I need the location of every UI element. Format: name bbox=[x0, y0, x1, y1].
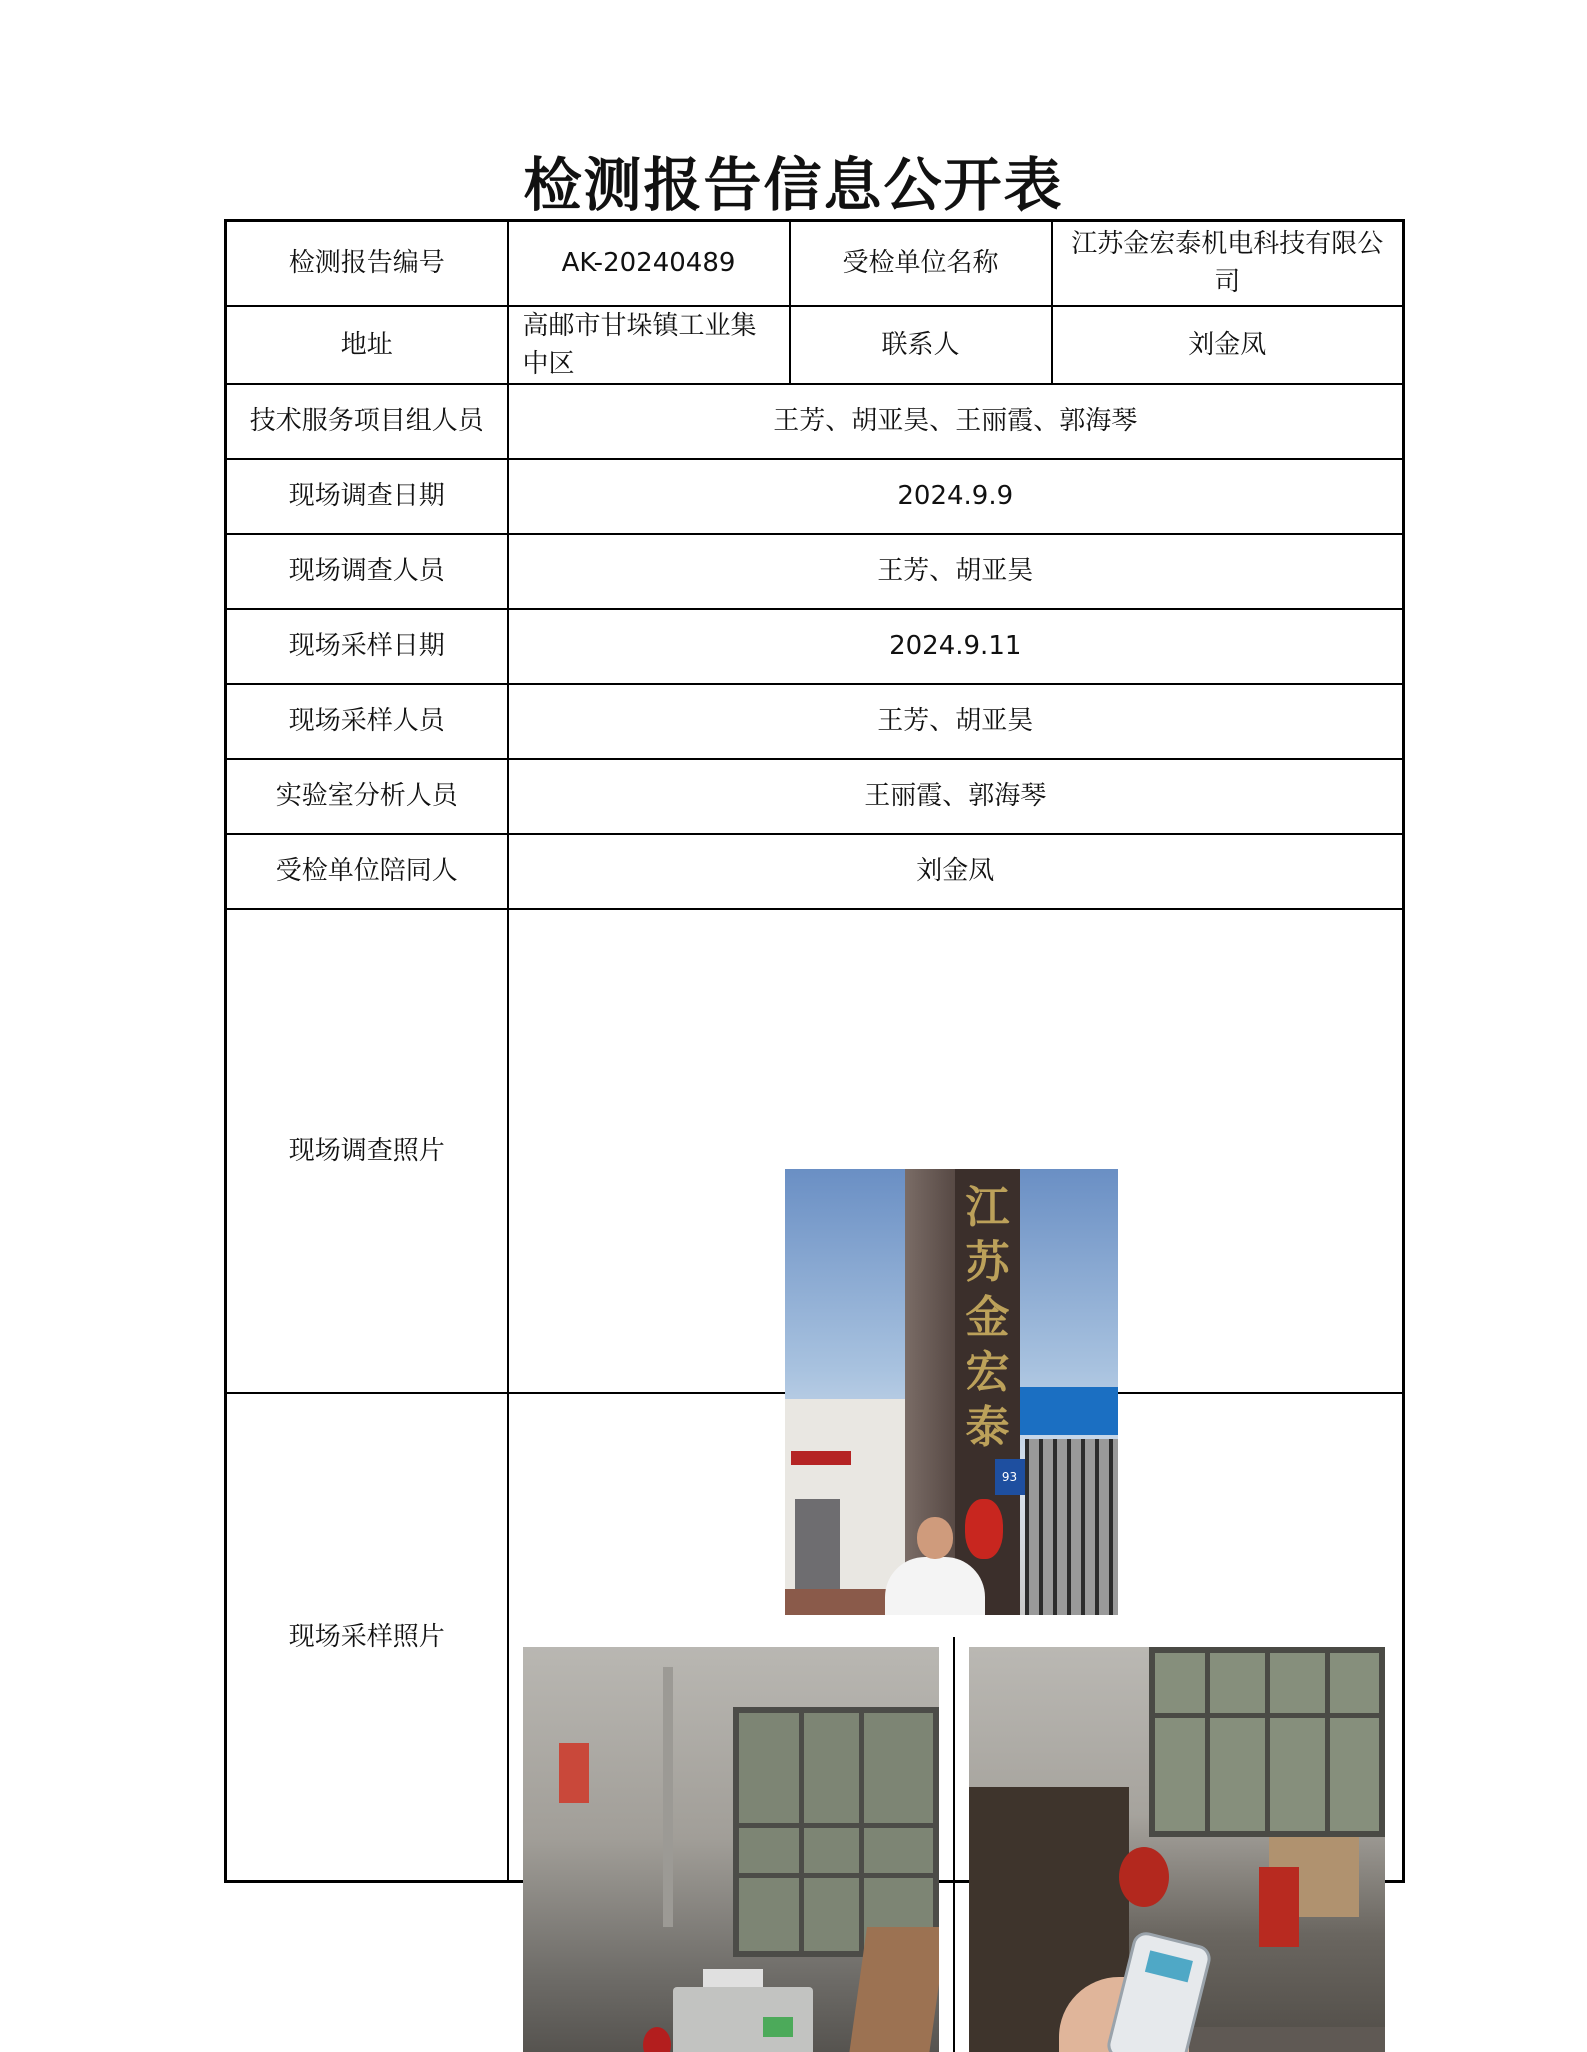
address-plaque bbox=[995, 1459, 1025, 1495]
inspected-unit-label: 受检单位名称 bbox=[790, 221, 1052, 306]
report-no-label: 检测报告编号 bbox=[226, 221, 508, 306]
report-no-value: AK-20240489 bbox=[508, 221, 790, 306]
plaque-number: 93 bbox=[1001, 1469, 1018, 1484]
survey-staff-label: 现场调查人员 bbox=[226, 534, 508, 609]
address-value: 高邮市甘垛镇工业集中区 bbox=[508, 306, 790, 384]
tower-char-2: 苏 bbox=[965, 1236, 1010, 1288]
address-label: 地址 bbox=[226, 306, 508, 384]
tower-char-4: 宏 bbox=[965, 1346, 1010, 1398]
tower-char-1: 江 bbox=[965, 1181, 1010, 1233]
iron-gate bbox=[1025, 1439, 1118, 1615]
row-sampling-date bbox=[226, 609, 1404, 684]
row-report-no bbox=[226, 221, 1404, 306]
project-team-value: 王芳、胡亚昊、王丽霞、郭海琴 bbox=[508, 384, 1404, 459]
sampling-photo-right bbox=[969, 1647, 1385, 2052]
row-lab-staff bbox=[226, 759, 1404, 834]
red-fan bbox=[1119, 1847, 1169, 1907]
tower-char-3: 金 bbox=[965, 1291, 1010, 1343]
blue-signboard bbox=[1017, 1387, 1118, 1435]
lab-staff-label: 实验室分析人员 bbox=[226, 759, 508, 834]
sampling-date-label: 现场采样日期 bbox=[226, 609, 508, 684]
row-accompany bbox=[226, 834, 1404, 909]
survey-staff-value: 王芳、胡亚昊 bbox=[508, 534, 1404, 609]
lab-staff-value: 王丽霞、郭海琴 bbox=[508, 759, 1404, 834]
row-survey-date bbox=[226, 459, 1404, 534]
row-survey-photo bbox=[226, 909, 1404, 1393]
workshop-window-right bbox=[1149, 1647, 1385, 1837]
person bbox=[885, 1557, 985, 1615]
project-team-label: 技术服务项目组人员 bbox=[226, 384, 508, 459]
workshop-window bbox=[733, 1707, 939, 1957]
red-warning-sign bbox=[559, 1743, 589, 1803]
sampling-photo-label: 现场采样照片 bbox=[226, 1393, 508, 1882]
inspected-unit-value: 江苏金宏泰机电科技有限公司 bbox=[1052, 221, 1404, 306]
red-ornament bbox=[965, 1499, 1003, 1559]
survey-photo-label: 现场调查照片 bbox=[226, 909, 508, 1393]
row-sampling-staff bbox=[226, 684, 1404, 759]
page-title: 检测报告信息公开表 bbox=[523, 151, 1064, 219]
accompany-label: 受检单位陪同人 bbox=[226, 834, 508, 909]
sampling-staff-label: 现场采样人员 bbox=[226, 684, 508, 759]
sampling-staff-value: 王芳、胡亚昊 bbox=[508, 684, 1404, 759]
survey-date-value: 2024.9.9 bbox=[508, 459, 1404, 534]
survey-date-label: 现场调查日期 bbox=[226, 459, 508, 534]
contact-label: 联系人 bbox=[790, 306, 1052, 384]
row-address bbox=[226, 306, 1404, 384]
accompany-value: 刘金凤 bbox=[508, 834, 1404, 909]
sampling-date-value: 2024.9.11 bbox=[508, 609, 1404, 684]
tower-char-5: 泰 bbox=[965, 1401, 1010, 1453]
info-table bbox=[224, 219, 1405, 1883]
sampling-photo-left bbox=[523, 1647, 939, 2052]
row-survey-staff bbox=[226, 534, 1404, 609]
contact-value: 刘金凤 bbox=[1052, 306, 1404, 384]
survey-photo bbox=[785, 1169, 1118, 1615]
row-project-team bbox=[226, 384, 1404, 459]
